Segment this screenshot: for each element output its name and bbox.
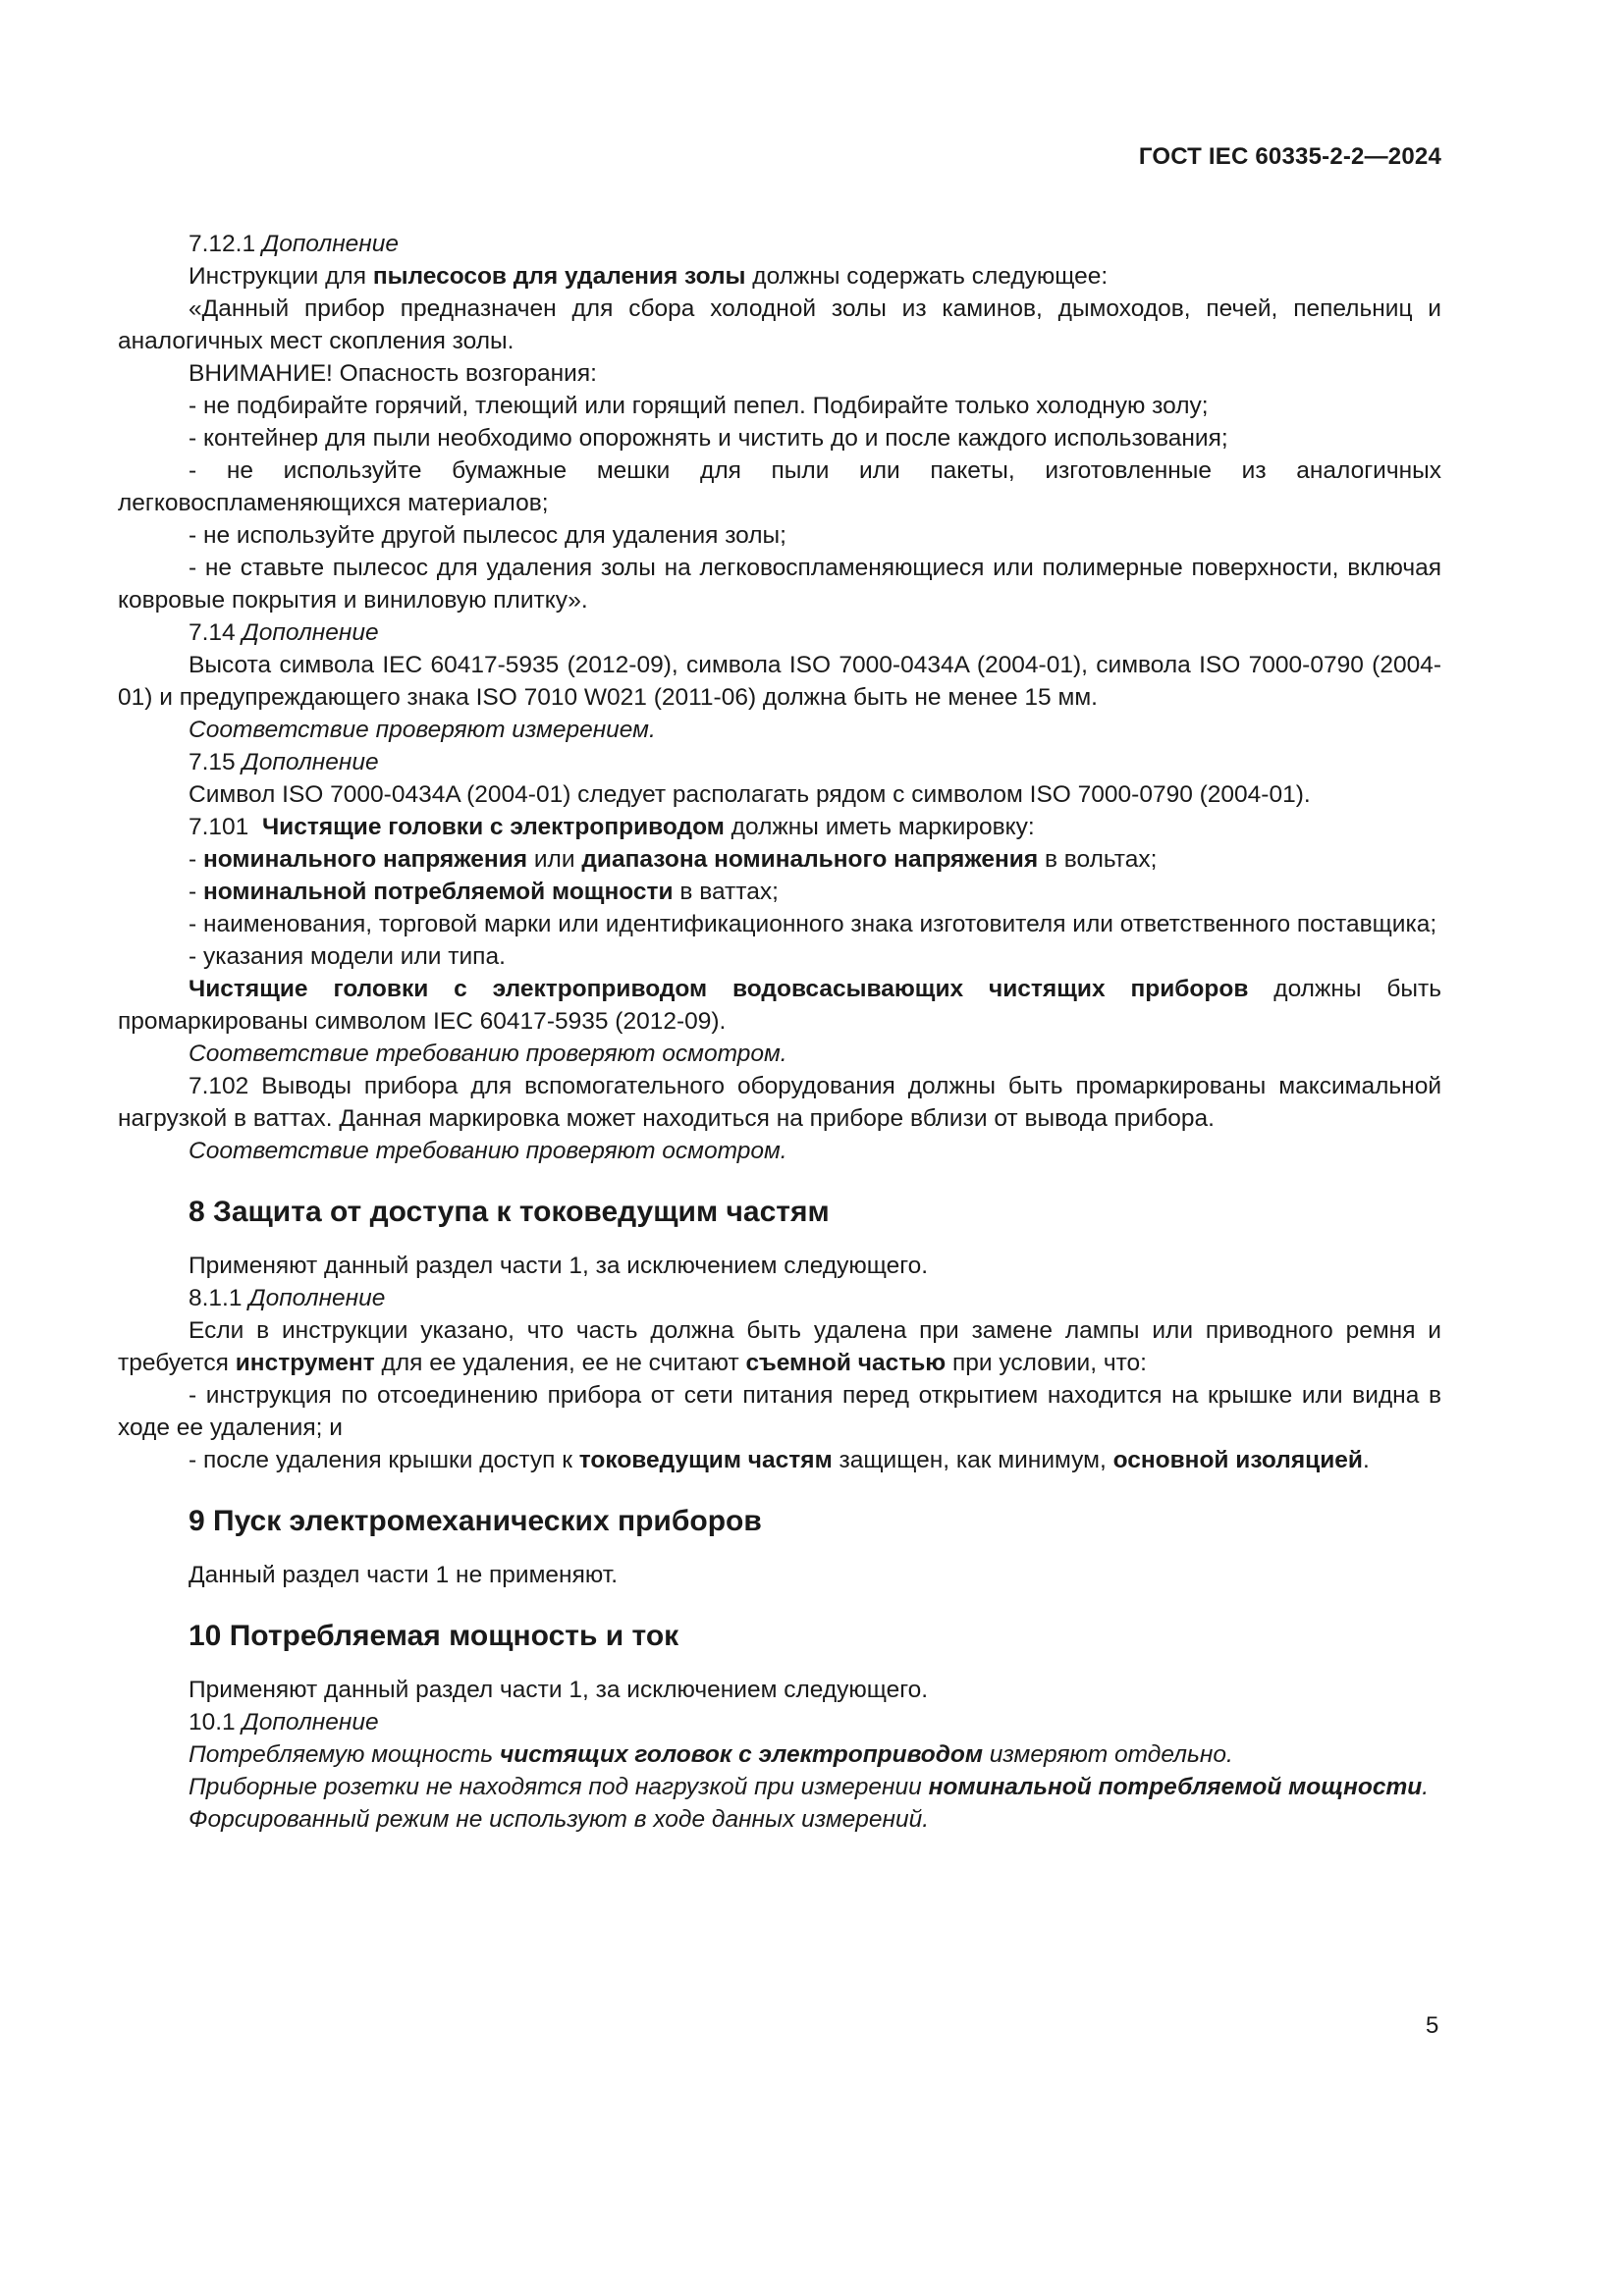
- clause-tag: Дополнение: [242, 749, 379, 775]
- list-item: - не используйте другой пылесос для удаления золы;: [189, 522, 786, 549]
- paragraph: Данный раздел части 1 не применяют.: [189, 1562, 619, 1588]
- clause-number: 7.102: [189, 1073, 249, 1099]
- clause-tag: Дополнение: [242, 1709, 379, 1735]
- list-item: - номинальной потребляемой мощности в ваттах;: [189, 879, 779, 905]
- clause-7-101-intro: 7.101 Чистящие головки с электроприводом должны иметь маркировку:: [189, 814, 1035, 840]
- clause-number: 8.1.1: [189, 1285, 243, 1311]
- list-item: - не используйте бумажные мешки для пыли или пакеты, изготовленные из аналогичных легковоспламеняющихся материалов;: [118, 457, 1441, 516]
- paragraph: Символ ISO 7000-0434A (2004-01) следует располагать рядом с символом ISO 7000-0790 (2004-01).: [189, 781, 1311, 808]
- document-body: [118, 228, 1441, 1836]
- paragraph: Потребляемую мощность чистящих головок с электроприводом измеряют отдельно.: [189, 1741, 1233, 1768]
- clause-tag: Дополнение: [242, 619, 379, 646]
- section-intro: Применяют данный раздел части 1, за исключением следующего.: [189, 1253, 929, 1279]
- paragraph: Приборные розетки не находятся под нагрузкой при измерении номинальной потребляемой мощности.: [189, 1774, 1430, 1800]
- paragraph: Чистящие головки с электроприводом водовсасывающих чистящих приборов должны быть промаркированы символом IEC 60417-5935 (2012-09).: [118, 976, 1441, 1035]
- paragraph: Высота символа IEC 60417-5935 (2012-09), символа ISO 7000-0434A (2004-01), символа ISO 7000-0790 (2004-01) и предупреждающего знака ISO 7010 W021 (2011-06) должна быть не менее 15 мм.: [118, 652, 1441, 711]
- clause-7-12-1-heading: [118, 228, 1441, 260]
- clause-tag: Дополнение: [261, 231, 400, 257]
- list-item: - после удаления крышки доступ к токоведущим частям защищен, как минимум, основной изоляцией.: [189, 1447, 1370, 1473]
- list-item: - не ставьте пылесос для удаления золы на легковоспламеняющиеся или полимерные поверхности, включая ковровые покрытия и виниловую плитку».: [118, 555, 1441, 614]
- clause-7-15-heading: [118, 746, 1441, 778]
- compliance-check: Соответствие требованию проверяют осмотром.: [189, 1041, 787, 1067]
- section-9-title: 9 Пуск электромеханических приборов: [189, 1505, 762, 1537]
- document-header: ГОСТ IEC 60335-2-2—2024: [1138, 143, 1441, 170]
- list-item: - номинального напряжения или диапазона номинального напряжения в вольтах;: [189, 846, 1158, 873]
- list-item: - указания модели или типа.: [189, 943, 506, 970]
- defined-term: Чистящие головки с электроприводом: [261, 814, 725, 840]
- clause-number: 7.15: [189, 749, 236, 775]
- page-number: 5: [1426, 2012, 1439, 2039]
- list-item: - инструкция по отсоединению прибора от сети питания перед открытием находится на крышке или видна в ходе ее удаления; и: [118, 1382, 1441, 1441]
- clause-7-102: 7.102 Выводы прибора для вспомогательного оборудования должны быть промаркированы максимальной нагрузкой в ваттах. Данная маркировка может находиться на приборе вблизи от вывода прибора.: [118, 1073, 1442, 1132]
- clause-8-1-1-heading: [118, 1282, 1441, 1314]
- defined-term: пылесосов для удаления золы: [372, 263, 746, 290]
- clause-tag: Дополнение: [248, 1285, 386, 1311]
- clause-7-12-1-intro: Инструкции для пылесосов для удаления золы должны содержать следующее:: [189, 263, 1109, 290]
- clause-10-1-heading: [118, 1706, 1441, 1738]
- paragraph: «Данный прибор предназначен для сбора холодной золы из каминов, дымоходов, печей, пепельниц и аналогичных мест скопления золы.: [118, 295, 1441, 354]
- section-10-title: 10 Потребляемая мощность и ток: [189, 1620, 679, 1652]
- clause-number: 7.101: [189, 814, 249, 840]
- clause-number: 7.12.1: [189, 231, 256, 257]
- compliance-check: Соответствие проверяют измерением.: [189, 717, 656, 743]
- paragraph: Если в инструкции указано, что часть должна быть удалена при замене лампы или приводного ремня и требуется инструмент для ее удаления, ее не считают съемной частью при условии, что:: [118, 1317, 1441, 1376]
- paragraph: Форсированный режим не используют в ходе данных измерений.: [189, 1806, 930, 1833]
- compliance-check: Соответствие требованию проверяют осмотром.: [189, 1138, 787, 1164]
- section-intro: Применяют данный раздел части 1, за исключением следующего.: [189, 1677, 929, 1703]
- section-8-title: 8 Защита от доступа к токоведущим частям: [189, 1196, 830, 1228]
- list-item: - не подбирайте горячий, тлеющий или горящий пепел. Подбирайте только холодную золу;: [189, 393, 1209, 419]
- clause-number: 10.1: [189, 1709, 236, 1735]
- list-item: - контейнер для пыли необходимо опорожнять и чистить до и после каждого использования;: [189, 425, 1228, 452]
- warning-heading: ВНИМАНИЕ! Опасность возгорания:: [189, 360, 597, 387]
- list-item: - наименования, торговой марки или идентификационного знака изготовителя или ответственного поставщика;: [189, 911, 1437, 937]
- clause-7-14-heading: [118, 616, 1441, 649]
- clause-number: 7.14: [189, 619, 236, 646]
